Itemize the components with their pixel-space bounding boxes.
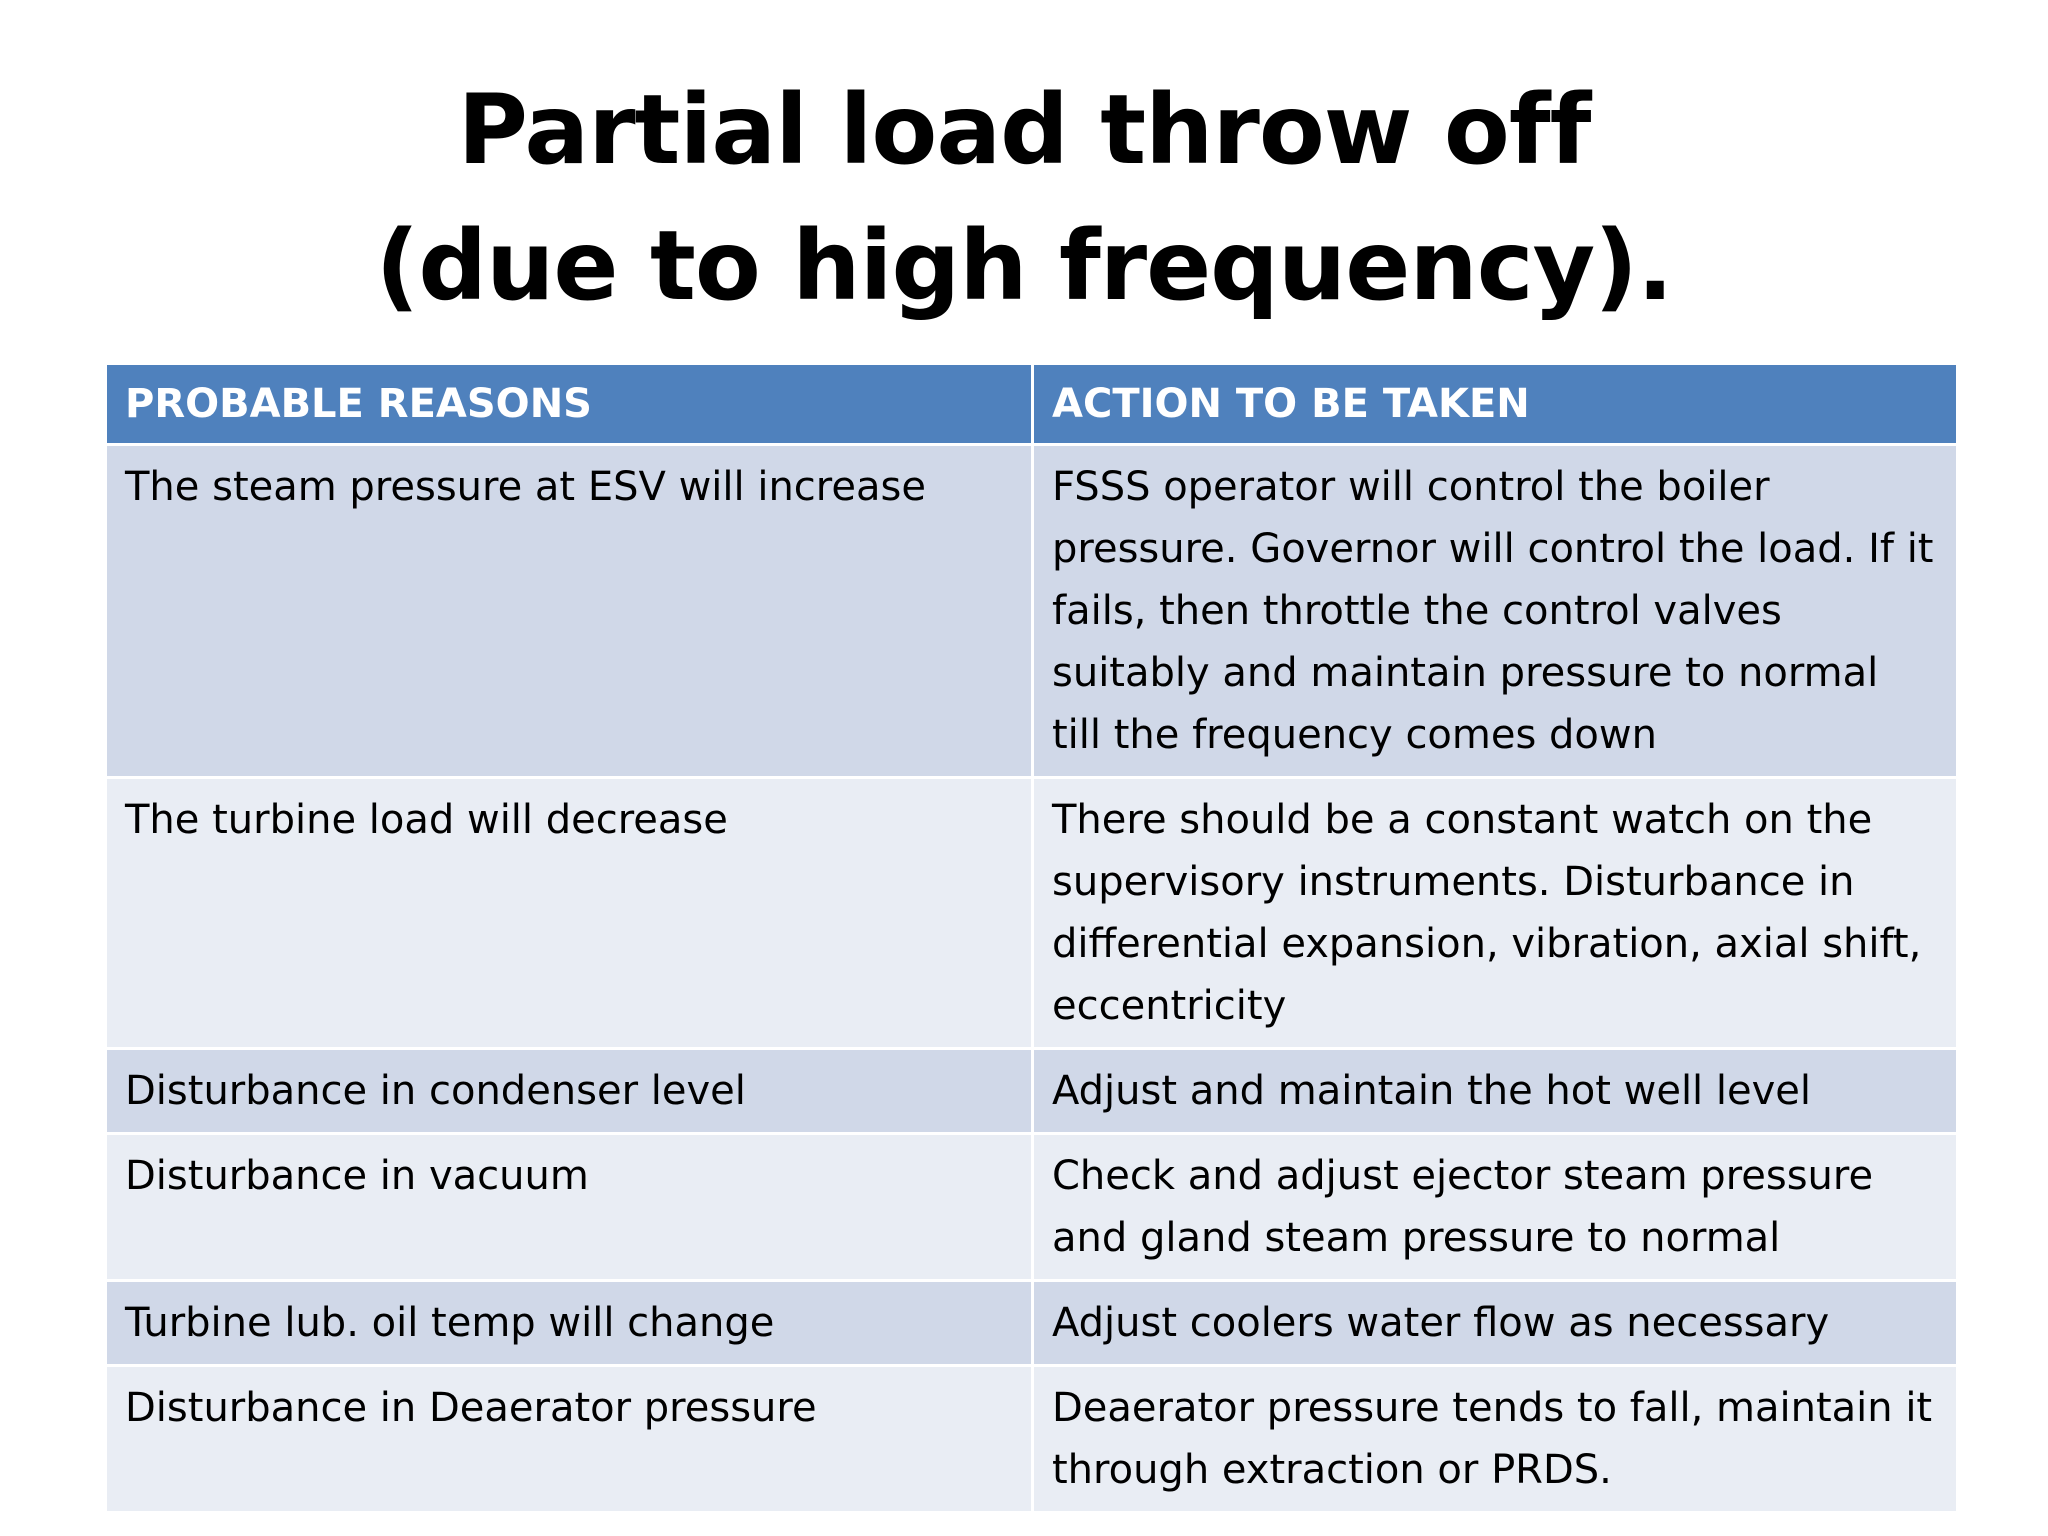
action-cell: Adjust coolers water flow as necessary [1033,1281,1958,1366]
reason-cell: The turbine load will decrease [106,778,1033,1049]
table-row [106,1281,1958,1366]
reason-cell: The steam pressure at ESV will increase [106,445,1033,778]
table-row [106,778,1958,1049]
reason-cell: Disturbance in vacuum [106,1134,1033,1281]
reason-cell: Turbine lub. oil temp will change [106,1281,1033,1366]
title-line-2: (due to high frequency). [375,210,1673,322]
header-probable-reasons: PROBABLE REASONS [106,364,1033,445]
title-line-1: Partial load throw off [457,74,1591,186]
action-cell: Deaerator pressure tends to fall, maintain it through extraction or PRDS. [1033,1366,1958,1513]
table-row [106,1366,1958,1513]
reason-cell: Disturbance in Deaerator pressure [106,1366,1033,1513]
table-row [106,445,1958,778]
table-header-row [106,364,1958,445]
action-cell: Adjust and maintain the hot well level [1033,1049,1958,1134]
table-row [106,1134,1958,1281]
header-action-to-be-taken: ACTION TO BE TAKEN [1033,364,1958,445]
reason-cell: Disturbance in condenser level [106,1049,1033,1134]
action-cell: There should be a constant watch on the supervisory instruments. Disturbance in differential expansion, vibration, axial shift, eccentricity [1033,778,1958,1049]
action-cell: Check and adjust ejector steam pressure and gland steam pressure to normal [1033,1134,1958,1281]
action-cell: FSSS operator will control the boiler pressure. Governor will control the load. If it fails, then throttle the control valves suitably and maintain pressure to normal till the frequency comes down [1033,445,1958,778]
slide-title [0,62,2048,334]
table-row [106,1049,1958,1134]
reasons-actions-table [104,362,1959,1514]
